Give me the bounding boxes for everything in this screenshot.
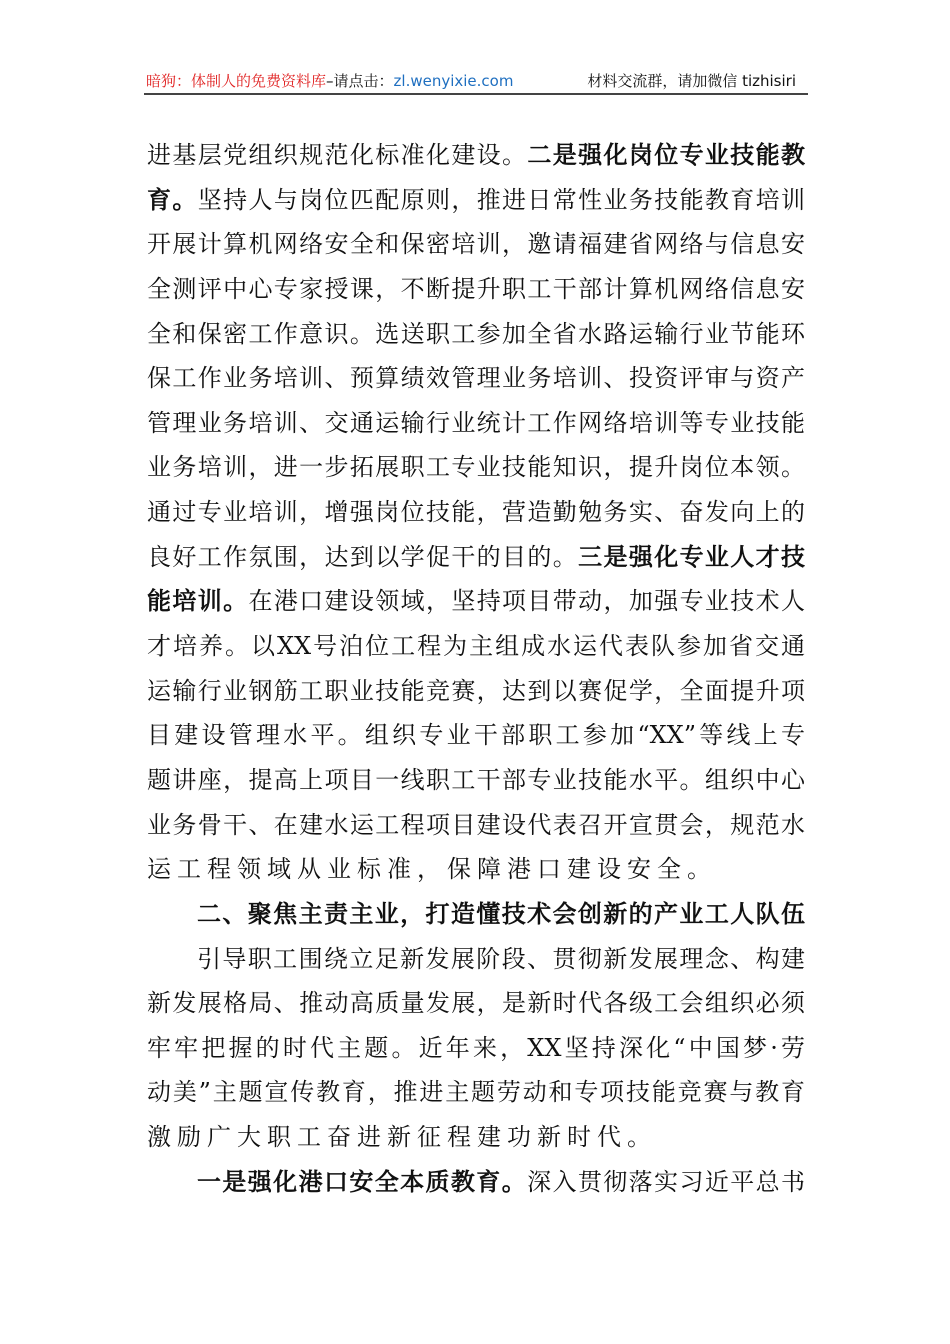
bold-text: 一是强化港口安全本质教育。 <box>197 1167 528 1196</box>
text-line <box>147 401 805 446</box>
text-segment: 运工程领域从业标准，保障港口建设安全。 <box>147 855 717 884</box>
text-segment: 在港口建设领域，坚持项目带动，加强专业技术人 <box>248 587 806 616</box>
bold-text: 二、聚焦主责主业，打造懂技术会创新的产业工人队伍 <box>197 899 805 928</box>
text-segment: 全测评中心专家授课，不断提升职工干部计算机网络信息安 <box>147 274 805 303</box>
text-segment: 激励广大职工奋进新征程建功新时代。 <box>147 1123 657 1152</box>
text-line <box>147 937 805 982</box>
header-brand: 暗狗：体制人的免费资料库 <box>146 72 327 90</box>
text-line <box>147 535 805 580</box>
text-line <box>147 892 805 937</box>
text-line <box>147 579 805 624</box>
text-line <box>147 356 805 401</box>
text-line <box>147 669 805 714</box>
text-segment: 坚持人与岗位匹配原则，推进日常性业务技能教育培训 <box>197 185 806 214</box>
text-line <box>147 1115 805 1160</box>
bold-text: 育。 <box>147 185 198 214</box>
text-line <box>147 981 805 1026</box>
text-line <box>147 803 805 848</box>
text-segment: 深入贯彻落实习近平总书 <box>527 1167 806 1196</box>
text-segment: 通过专业培训，增强岗位技能，营造勤勉务实、奋发向上的 <box>147 498 805 527</box>
text-line <box>147 178 805 223</box>
text-line <box>147 1026 805 1071</box>
bold-text: 能培训。 <box>147 587 249 616</box>
text-segment: 开展计算机网络安全和保密培训，邀请福建省网络与信息安 <box>147 230 805 259</box>
bold-text: 三是强化专业人才技 <box>578 542 806 571</box>
text-segment: 目建设管理水平。组织专业干部职工参加“XX”等线上专 <box>147 721 805 750</box>
text-segment: 管理业务培训、交通运输行业统计工作网络培训等专业技能 <box>147 408 805 437</box>
text-segment: 牢牢把握的时代主题。近年来，XX坚持深化“中国梦·劳 <box>147 1033 805 1062</box>
header-link[interactable]: zl.wenyixie.com <box>393 72 514 90</box>
header-prompt: –请点击： <box>326 72 394 90</box>
text-line <box>147 1070 805 1115</box>
text-segment: 引导职工围绕立足新发展阶段、贯彻新发展理念、构建 <box>197 944 805 973</box>
text-segment: 保工作业务培训、预算绩效管理业务培训、投资评审与资产 <box>147 364 805 393</box>
text-line <box>147 312 805 357</box>
page-header <box>146 70 806 92</box>
text-line <box>147 847 805 892</box>
text-line <box>147 713 805 758</box>
text-segment: 业务培训，进一步拓展职工专业技能知识，提升岗位本领。 <box>147 453 805 482</box>
text-line <box>147 267 805 312</box>
text-segment: 动美”主题宣传教育，推进主题劳动和专项技能竞赛与教育 <box>147 1078 805 1107</box>
text-line <box>147 758 805 803</box>
text-segment: 良好工作氛围，达到以学促干的目的。 <box>147 542 579 571</box>
header-contact: 材料交流群，请加微信 tizhisiri <box>587 72 796 90</box>
text-line <box>147 445 805 490</box>
text-segment: 题讲座，提高上项目一线职工干部专业技能水平。组织中心 <box>147 765 805 794</box>
text-segment: 进基层党组织规范化标准化建设。 <box>147 141 528 169</box>
bold-text: 二是强化岗位专业技能教 <box>527 141 806 169</box>
text-segment: 全和保密工作意识。选送职工参加全省水路运输行业节能环 <box>147 319 805 348</box>
text-line <box>147 133 805 178</box>
text-line <box>147 490 805 535</box>
header-divider <box>144 93 808 95</box>
document-body <box>147 133 805 1204</box>
text-segment: 才培养。以XX号泊位工程为主组成水运代表队参加省交通 <box>147 632 805 661</box>
text-segment: 新发展格局、推动高质量发展，是新时代各级工会组织必须 <box>147 989 805 1018</box>
text-line <box>147 624 805 669</box>
text-line <box>147 222 805 267</box>
text-segment: 业务骨干、在建水运工程项目建设代表召开宣贯会，规范水 <box>147 810 805 839</box>
text-line <box>147 1160 805 1205</box>
text-segment: 运输行业钢筋工职业技能竞赛，达到以赛促学，全面提升项 <box>147 676 805 705</box>
